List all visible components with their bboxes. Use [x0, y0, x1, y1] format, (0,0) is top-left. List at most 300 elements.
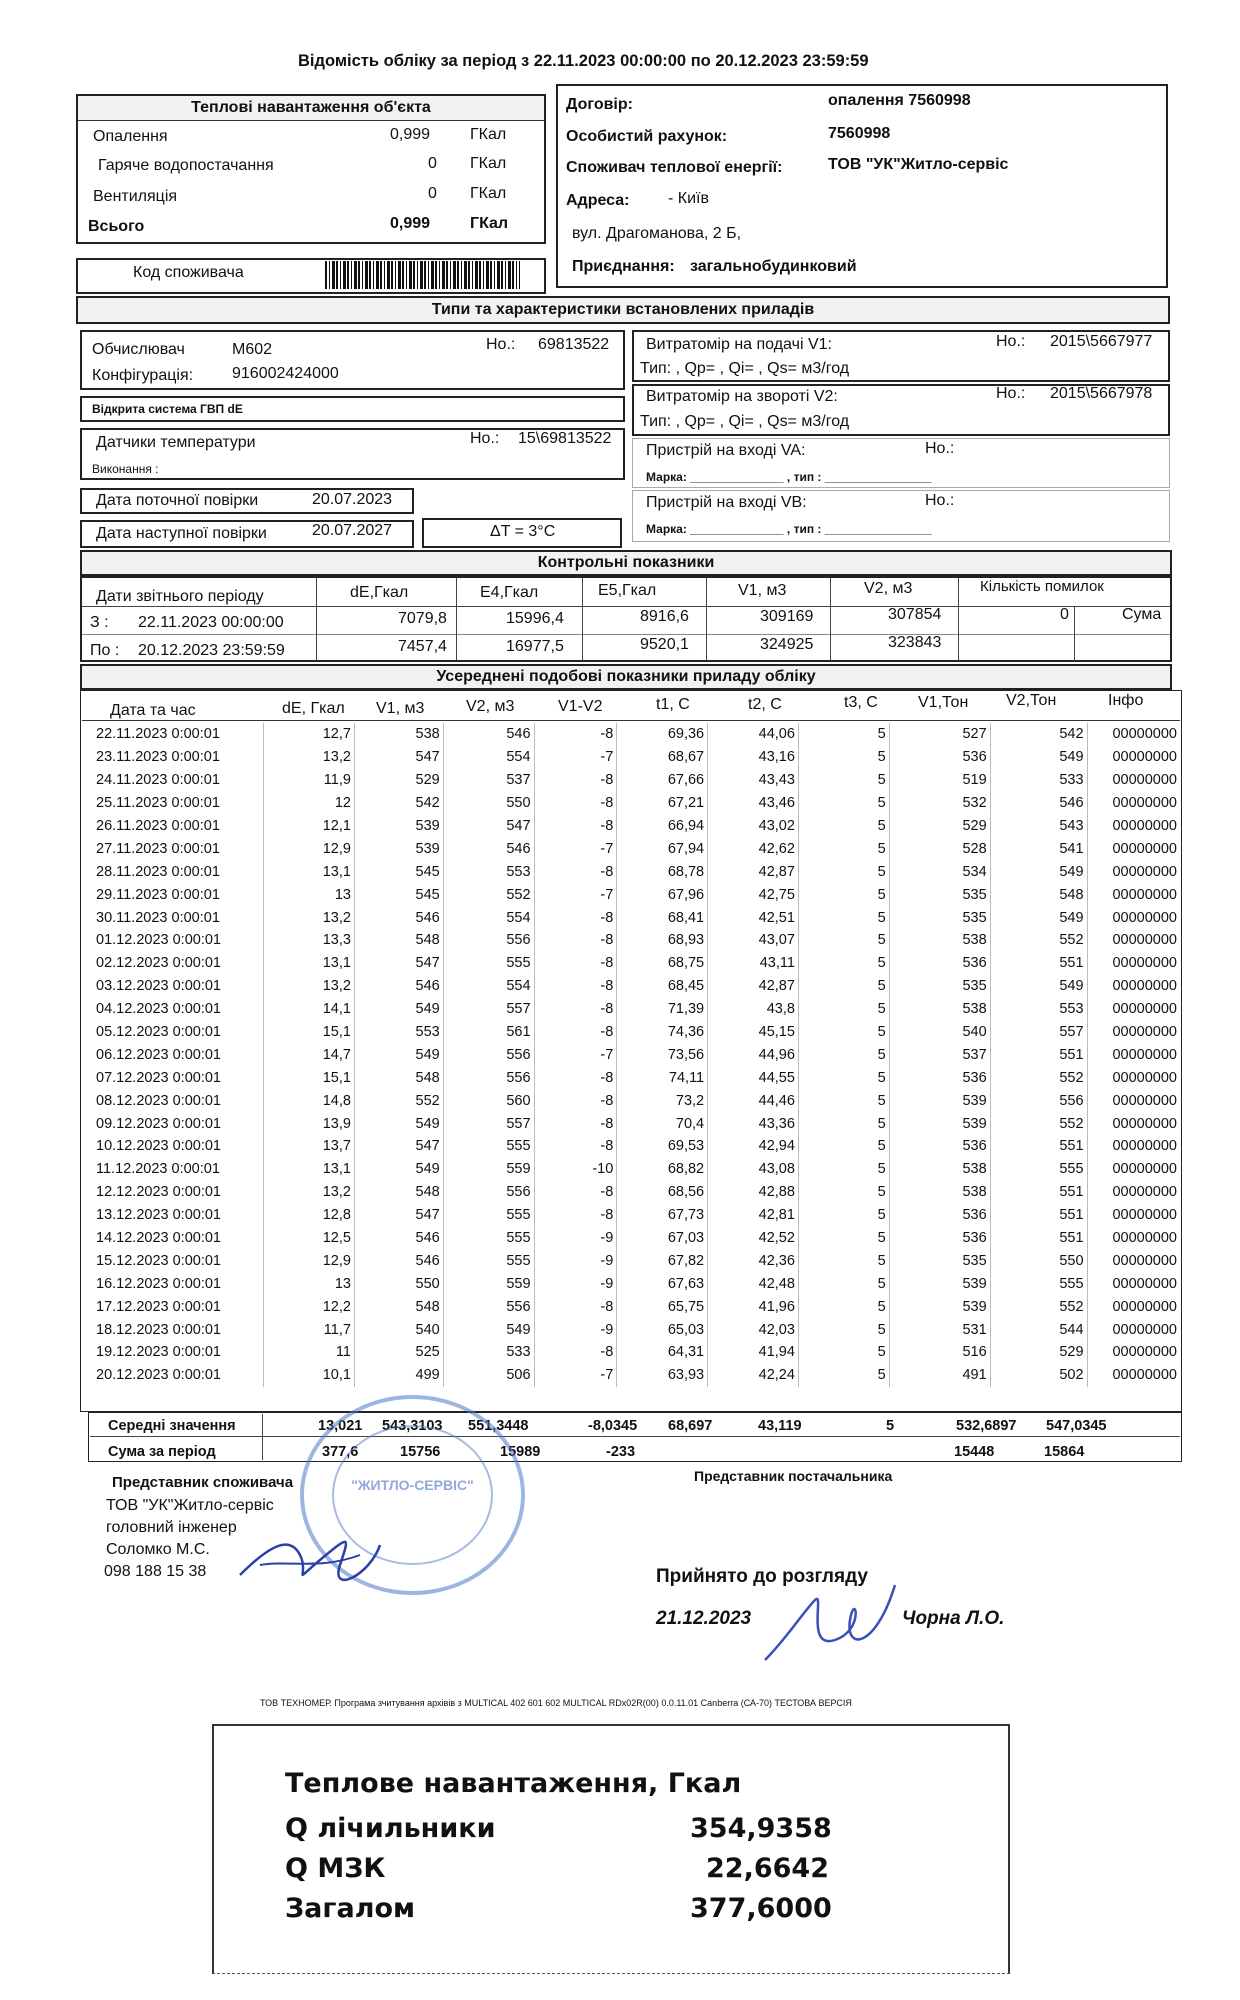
- table-cell: 00000000: [1087, 1272, 1180, 1295]
- table-row: [82, 1364, 1180, 1387]
- table-cell: 01.12.2023 0:00:01: [96, 932, 221, 949]
- control-header-v2: V2, м3: [864, 580, 913, 597]
- table-cell: 548: [354, 929, 443, 952]
- table-cell: 5: [798, 1227, 889, 1250]
- table-cell: 538: [889, 1158, 990, 1181]
- avg-value: 13,021: [318, 1418, 363, 1434]
- table-cell: 5: [798, 792, 889, 815]
- table-cell: 00000000: [1087, 1341, 1180, 1364]
- table-cell: 00000000: [1087, 1181, 1180, 1204]
- table-cell: 00000000: [1087, 1295, 1180, 1318]
- table-cell: 528: [889, 837, 990, 860]
- table-cell: 44,46: [708, 1089, 799, 1112]
- control-from-label: З :: [90, 614, 109, 631]
- table-cell: 561: [443, 1021, 534, 1044]
- table-cell: 551: [990, 952, 1087, 975]
- table-cell: 5: [798, 1341, 889, 1364]
- table-cell: 68,78: [617, 860, 708, 883]
- table-row: [82, 815, 1180, 838]
- table-cell: 69,53: [617, 1135, 708, 1158]
- table-cell: 537: [889, 1043, 990, 1066]
- table-cell: -9: [534, 1249, 617, 1272]
- table-cell: 559: [443, 1158, 534, 1181]
- supplier-rep-label: Представник постачальника: [694, 1468, 893, 1484]
- table-cell: 532: [889, 792, 990, 815]
- control-from-e4: 15996,4: [506, 610, 564, 627]
- config-value: 916002424000: [232, 365, 339, 382]
- table-cell: 13,9: [264, 1112, 355, 1135]
- temp-sensors-label: Датчики температури: [96, 434, 256, 451]
- table-cell: 67,63: [617, 1272, 708, 1295]
- table-cell: -8: [534, 906, 617, 929]
- open-system-label: Відкрита система ГВП dE: [92, 402, 243, 416]
- table-cell: 5: [798, 1249, 889, 1272]
- table-cell: 11: [264, 1341, 355, 1364]
- table-cell: 10.12.2023 0:00:01: [96, 1138, 221, 1155]
- load-unit-total: ГКал: [470, 215, 509, 232]
- calc-no-label: Но.:: [486, 336, 516, 353]
- table-cell: 554: [443, 975, 534, 998]
- avg-value: 547,0345: [1046, 1418, 1107, 1434]
- table-cell: 14,1: [264, 998, 355, 1021]
- table-cell: 43,16: [708, 746, 799, 769]
- load-value-ventilation: 0: [428, 185, 437, 202]
- table-cell: 5: [798, 1204, 889, 1227]
- table-cell: 506: [443, 1364, 534, 1387]
- sum-value: -233: [606, 1444, 636, 1460]
- table-cell: 73,2: [617, 1089, 708, 1112]
- table-row: [82, 837, 1180, 860]
- table-cell: 06.12.2023 0:00:01: [96, 1046, 221, 1063]
- summary-label-meters: Q лічильники: [285, 1813, 496, 1844]
- table-cell: 00000000: [1087, 929, 1180, 952]
- table-cell: 28.11.2023 0:00:01: [96, 863, 220, 880]
- table-cell: 12,9: [264, 1249, 355, 1272]
- table-cell: 67,96: [617, 883, 708, 906]
- table-cell: 42,36: [708, 1249, 799, 1272]
- report-title: Відомість обліку за період з 22.11.2023 00:00:00 по 20.12.2023 23:59:59: [298, 52, 869, 70]
- table-cell: 551: [990, 1227, 1087, 1250]
- table-cell: 07.12.2023 0:00:01: [96, 1069, 221, 1086]
- software-footer: ТОВ ТЕХНОМЕР. Програма зчитування архівів з MULTICAL 402 601 602 MULTICAL RDx02R(00) 0.0.11.01 Canberra (СА-70) ТЕСТОВА ВЕРСІЯ: [260, 1698, 852, 1708]
- va-label: Пристрій на вході VA:: [646, 442, 806, 459]
- consumer-code-label: Код споживача: [133, 264, 244, 281]
- table-cell: 543: [990, 815, 1087, 838]
- table-cell: 64,31: [617, 1341, 708, 1364]
- table-row: [82, 1272, 1180, 1295]
- table-cell: 551: [990, 1204, 1087, 1227]
- table-cell: 536: [889, 1135, 990, 1158]
- table-row: [82, 1318, 1180, 1341]
- table-cell: 5: [798, 837, 889, 860]
- table-cell: 557: [443, 998, 534, 1021]
- table-row: [82, 929, 1180, 952]
- table-row: [82, 1158, 1180, 1181]
- col-t1: t1, C: [656, 696, 690, 713]
- table-cell: -9: [534, 1318, 617, 1341]
- table-cell: 549: [990, 975, 1087, 998]
- table-cell: 12,8: [264, 1204, 355, 1227]
- table-cell: 556: [443, 1043, 534, 1066]
- load-unit-heating: ГКал: [470, 126, 507, 143]
- table-cell: 536: [889, 952, 990, 975]
- table-cell: 550: [354, 1272, 443, 1295]
- col-t2: t2, C: [748, 696, 782, 713]
- consumer-org: ТОВ "УК"Житло-сервіс: [106, 1497, 274, 1514]
- table-cell: 546: [990, 792, 1087, 815]
- table-cell: 554: [443, 906, 534, 929]
- table-cell: 00000000: [1087, 837, 1180, 860]
- table-cell: 42,24: [708, 1364, 799, 1387]
- summary-value-mzk: 22,6642: [706, 1853, 829, 1884]
- avg-value: -8,0345: [588, 1418, 638, 1434]
- table-cell: 5: [798, 1272, 889, 1295]
- table-cell: 5: [798, 1135, 889, 1158]
- sum-value: 15989: [500, 1444, 541, 1460]
- table-cell: 491: [889, 1364, 990, 1387]
- table-cell: 00000000: [1087, 906, 1180, 929]
- col-v1-ton: V1,Тон: [918, 694, 969, 711]
- table-cell: 556: [443, 1181, 534, 1204]
- attach-label: Приєднання:: [572, 258, 675, 275]
- table-cell: 547: [354, 952, 443, 975]
- control-to-v2: 323843: [888, 634, 942, 651]
- table-cell: 533: [443, 1341, 534, 1364]
- table-cell: 67,03: [617, 1227, 708, 1250]
- table-cell: -7: [534, 1364, 617, 1387]
- table-cell: 551: [990, 1043, 1087, 1066]
- table-cell: 560: [443, 1089, 534, 1112]
- col-t3: t3, C: [844, 694, 878, 711]
- table-row: [82, 906, 1180, 929]
- table-cell: 516: [889, 1341, 990, 1364]
- delta-t: ΔT = 3°C: [490, 523, 556, 540]
- table-cell: 535: [889, 883, 990, 906]
- calc-no: 69813522: [538, 336, 610, 353]
- table-cell: 539: [354, 815, 443, 838]
- table-cell: 42,81: [708, 1204, 799, 1227]
- control-to-e4: 16977,5: [506, 638, 564, 655]
- table-cell: -7: [534, 837, 617, 860]
- control-header-e5: E5,Гкал: [598, 582, 657, 599]
- table-cell: 00000000: [1087, 815, 1180, 838]
- table-cell: -8: [534, 815, 617, 838]
- table-cell: 67,21: [617, 792, 708, 815]
- table-cell: 552: [443, 883, 534, 906]
- table-cell: 25.11.2023 0:00:01: [96, 795, 220, 812]
- table-cell: 550: [990, 1249, 1087, 1272]
- table-cell: 44,55: [708, 1066, 799, 1089]
- table-cell: 41,96: [708, 1295, 799, 1318]
- table-cell: 29.11.2023 0:00:01: [96, 886, 220, 903]
- table-cell: 42,62: [708, 837, 799, 860]
- table-row: [82, 1249, 1180, 1272]
- table-cell: 04.12.2023 0:00:01: [96, 1001, 221, 1018]
- table-cell: -8: [534, 1112, 617, 1135]
- sum-value: 377,6: [322, 1444, 359, 1460]
- col-date: Дата та час: [110, 702, 196, 719]
- avg-value: 532,6897: [956, 1418, 1017, 1434]
- control-header-de: dE,Гкал: [350, 584, 409, 601]
- table-cell: 546: [354, 1249, 443, 1272]
- table-cell: -8: [534, 998, 617, 1021]
- table-cell: 00000000: [1087, 1318, 1180, 1341]
- table-cell: 14,7: [264, 1043, 355, 1066]
- avg-value: 43,119: [758, 1418, 802, 1434]
- control-header-e4: E4,Гкал: [480, 584, 539, 601]
- table-cell: 540: [889, 1021, 990, 1044]
- table-cell: 74,36: [617, 1021, 708, 1044]
- table-row: [82, 998, 1180, 1021]
- table-cell: 529: [990, 1341, 1087, 1364]
- avg-value: 551,3448: [468, 1418, 529, 1434]
- config-label: Конфігурація:: [92, 367, 194, 384]
- table-cell: 540: [354, 1318, 443, 1341]
- table-cell: 549: [354, 1158, 443, 1181]
- table-row: [82, 1295, 1180, 1318]
- table-cell: -8: [534, 1181, 617, 1204]
- sum-value: 15448: [954, 1444, 995, 1460]
- table-cell: 27.11.2023 0:00:01: [96, 840, 220, 857]
- table-cell: 549: [354, 998, 443, 1021]
- table-row: [82, 769, 1180, 792]
- table-cell: 538: [889, 929, 990, 952]
- table-cell: 536: [889, 746, 990, 769]
- table-cell: 12,5: [264, 1227, 355, 1250]
- table-cell: 13,1: [264, 952, 355, 975]
- table-cell: 69,36: [617, 723, 708, 746]
- table-cell: -8: [534, 769, 617, 792]
- avg-value: 543,3103: [382, 1418, 443, 1434]
- table-cell: 43,36: [708, 1112, 799, 1135]
- control-from-e5: 8916,6: [640, 608, 689, 625]
- table-cell: 13,1: [264, 1158, 355, 1181]
- daily-table: [82, 723, 1180, 1387]
- table-cell: 538: [889, 998, 990, 1021]
- table-cell: -8: [534, 1135, 617, 1158]
- consumer-position: головний інженер: [106, 1519, 237, 1536]
- table-cell: 5: [798, 1181, 889, 1204]
- table-cell: 535: [889, 975, 990, 998]
- load-label-hot-water: Гаряче водопостачання: [98, 157, 274, 174]
- loads-title: Теплові навантаження об'єкта: [78, 96, 544, 121]
- table-cell: 535: [889, 1249, 990, 1272]
- attach-value: загальнобудинковий: [690, 258, 857, 275]
- table-row: [82, 1181, 1180, 1204]
- table-cell: 30.11.2023 0:00:01: [96, 909, 220, 926]
- table-cell: 546: [354, 975, 443, 998]
- table-cell: 13: [264, 883, 355, 906]
- table-cell: 499: [354, 1364, 443, 1387]
- table-row: [82, 1204, 1180, 1227]
- table-cell: 5: [798, 815, 889, 838]
- col-v1: V1, м3: [376, 700, 425, 717]
- table-cell: 555: [443, 1227, 534, 1250]
- load-value-hot-water: 0: [428, 155, 437, 172]
- table-cell: 534: [889, 860, 990, 883]
- devices-title: Типи та характеристики встановлених приладів: [76, 296, 1170, 324]
- table-cell: 547: [354, 1204, 443, 1227]
- table-cell: -8: [534, 1295, 617, 1318]
- table-cell: 13,3: [264, 929, 355, 952]
- table-cell: 63,93: [617, 1364, 708, 1387]
- table-cell: 554: [443, 746, 534, 769]
- table-cell: 553: [354, 1021, 443, 1044]
- table-cell: 13,2: [264, 975, 355, 998]
- table-cell: 43,46: [708, 792, 799, 815]
- control-from-errors: 0: [1060, 606, 1069, 623]
- table-cell: 533: [990, 769, 1087, 792]
- table-cell: -8: [534, 1021, 617, 1044]
- table-row: [82, 883, 1180, 906]
- table-cell: 5: [798, 883, 889, 906]
- table-cell: 13.12.2023 0:00:01: [96, 1207, 221, 1224]
- table-cell: 43,07: [708, 929, 799, 952]
- consumer-signature: [230, 1505, 390, 1595]
- table-cell: 43,11: [708, 952, 799, 975]
- table-cell: 5: [798, 952, 889, 975]
- current-check-date: 20.07.2023: [312, 491, 393, 508]
- table-cell: 5: [798, 1295, 889, 1318]
- table-row: [82, 792, 1180, 815]
- table-cell: 00000000: [1087, 1204, 1180, 1227]
- table-cell: 17.12.2023 0:00:01: [96, 1298, 221, 1315]
- table-cell: 547: [354, 746, 443, 769]
- table-cell: 00000000: [1087, 1066, 1180, 1089]
- current-check-label: Дата поточної повірки: [96, 492, 259, 509]
- address-street: вул. Драгоманова, 2 Б,: [572, 225, 742, 242]
- table-cell: 13: [264, 1272, 355, 1295]
- table-cell: 10,1: [264, 1364, 355, 1387]
- table-row: [82, 1066, 1180, 1089]
- table-cell: 544: [990, 1318, 1087, 1341]
- table-cell: 41,94: [708, 1341, 799, 1364]
- table-cell: 11.12.2023 0:00:01: [96, 1161, 220, 1178]
- table-cell: 42,52: [708, 1227, 799, 1250]
- table-cell: 556: [443, 1066, 534, 1089]
- summary-label-mzk: Q МЗК: [285, 1853, 386, 1884]
- table-cell: 13,1: [264, 860, 355, 883]
- accepted-date: 21.12.2023: [656, 1608, 752, 1629]
- table-cell: 555: [990, 1272, 1087, 1295]
- v1-label: Витратомір на подачі V1:: [646, 336, 832, 353]
- table-cell: 546: [443, 723, 534, 746]
- table-cell: 13,2: [264, 906, 355, 929]
- table-cell: 26.11.2023 0:00:01: [96, 818, 220, 834]
- table-cell: 556: [443, 1295, 534, 1318]
- table-cell: 68,75: [617, 952, 708, 975]
- summary-label-total: Загалом: [285, 1893, 416, 1924]
- table-cell: 551: [990, 1181, 1087, 1204]
- table-cell: 00000000: [1087, 723, 1180, 746]
- table-cell: 13,2: [264, 1181, 355, 1204]
- next-check-label: Дата наступної повірки: [96, 525, 267, 542]
- table-cell: 43,08: [708, 1158, 799, 1181]
- temp-sensors-no-label: Но.:: [470, 430, 500, 447]
- table-cell: -8: [534, 792, 617, 815]
- table-cell: 5: [798, 1021, 889, 1044]
- table-cell: 5: [798, 1089, 889, 1112]
- table-cell: 00000000: [1087, 1364, 1180, 1387]
- barcode: [325, 261, 520, 289]
- table-cell: 00000000: [1087, 1158, 1180, 1181]
- table-cell: 541: [990, 837, 1087, 860]
- table-cell: 502: [990, 1364, 1087, 1387]
- contract-label: Договір:: [566, 96, 633, 113]
- v1-type: Тип: , Qp= , Qi= , Qs= м3/год: [640, 360, 850, 377]
- control-to-de: 7457,4: [398, 638, 447, 655]
- control-header-dates: Дати звітнього періоду: [96, 588, 264, 605]
- v2-no-label: Но.:: [996, 385, 1026, 402]
- table-row: [82, 746, 1180, 769]
- table-cell: 13,7: [264, 1135, 355, 1158]
- table-cell: -7: [534, 746, 617, 769]
- table-cell: 536: [889, 1066, 990, 1089]
- vb-marka: Марка: ______________ , тип : ________________: [646, 522, 932, 536]
- control-header-v1: V1, м3: [738, 582, 787, 599]
- summary-value-meters: 354,9358: [690, 1813, 832, 1844]
- table-cell: 5: [798, 906, 889, 929]
- table-cell: -8: [534, 929, 617, 952]
- table-cell: 546: [354, 906, 443, 929]
- table-cell: 542: [354, 792, 443, 815]
- table-cell: 548: [354, 1295, 443, 1318]
- table-cell: 65,03: [617, 1318, 708, 1341]
- v1-no: 2015\5667977: [1050, 333, 1153, 350]
- summary-value-total: 377,6000: [690, 1893, 832, 1924]
- account-value: 7560998: [828, 125, 891, 142]
- table-cell: 20.12.2023 0:00:01: [96, 1367, 221, 1384]
- avg-value: 5: [886, 1418, 895, 1434]
- table-cell: 557: [443, 1112, 534, 1135]
- table-row: [82, 860, 1180, 883]
- next-check-date: 20.07.2027: [312, 522, 393, 539]
- table-cell: 67,94: [617, 837, 708, 860]
- table-cell: 02.12.2023 0:00:01: [96, 955, 221, 972]
- table-cell: 539: [354, 837, 443, 860]
- table-cell: 5: [798, 1318, 889, 1341]
- control-to-v1: 324925: [760, 636, 814, 653]
- table-cell: 529: [889, 815, 990, 838]
- table-cell: 529: [354, 769, 443, 792]
- table-cell: 42,75: [708, 883, 799, 906]
- consumer-phone: 098 188 15 38: [104, 1563, 207, 1580]
- table-cell: 553: [443, 860, 534, 883]
- table-cell: 5: [798, 1066, 889, 1089]
- table-cell: 14.12.2023 0:00:01: [96, 1230, 221, 1247]
- accepted-label: Прийнято до розгляду: [656, 1566, 868, 1587]
- table-cell: 18.12.2023 0:00:01: [96, 1321, 221, 1338]
- table-cell: 68,41: [617, 906, 708, 929]
- table-cell: -7: [534, 883, 617, 906]
- table-cell: 559: [443, 1272, 534, 1295]
- table-cell: 71,39: [617, 998, 708, 1021]
- address-city: - Київ: [668, 190, 709, 207]
- table-row: [82, 975, 1180, 998]
- table-cell: 67,66: [617, 769, 708, 792]
- consumer-label: Споживач теплової енергії:: [566, 159, 783, 176]
- table-cell: 22.11.2023 0:00:01: [96, 726, 220, 743]
- vb-label: Пристрій на вході VB:: [646, 494, 807, 511]
- table-cell: 42,48: [708, 1272, 799, 1295]
- table-cell: 23.11.2023 0:00:01: [96, 749, 220, 766]
- table-cell: 555: [443, 1204, 534, 1227]
- sum-value: 15756: [400, 1444, 441, 1460]
- control-from-v2: 307854: [888, 606, 942, 623]
- table-cell: 00000000: [1087, 792, 1180, 815]
- table-cell: 535: [889, 906, 990, 929]
- load-value-total: 0,999: [390, 215, 431, 232]
